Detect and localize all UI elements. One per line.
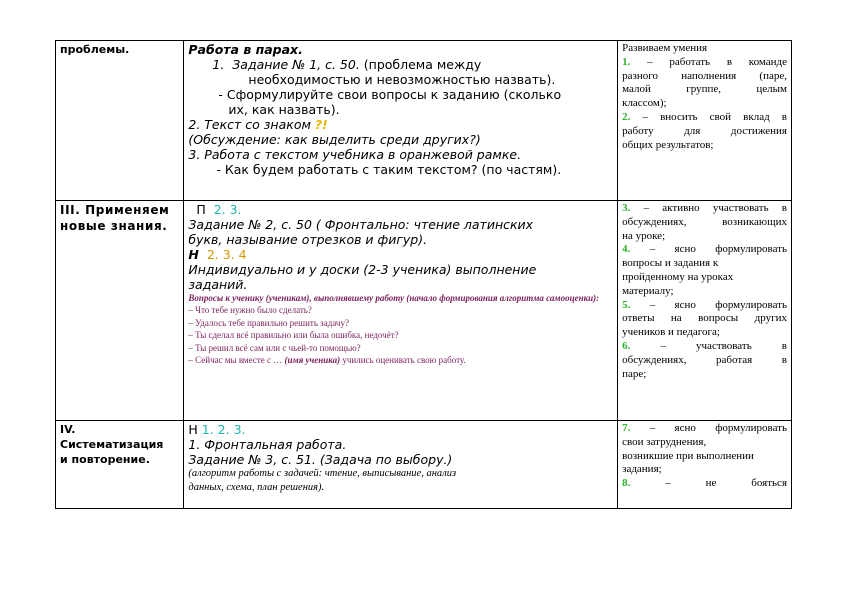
n-line: Н 2. 3. 4	[188, 247, 247, 262]
frontal-line: 1. Фронтальная работа.	[188, 437, 347, 452]
stage-label: Систематизация	[60, 438, 164, 451]
questions-heading: Вопросы к ученику (ученикам), выполнявшему работу (начало формирования алгоритма самооценки):	[188, 293, 600, 303]
skills-cell	[618, 421, 792, 509]
stage-cell	[56, 201, 184, 421]
activity-cell	[184, 201, 618, 421]
individual-line-2: заданий.	[188, 277, 248, 292]
skills-list: 7. – ясно формулировать свои затруднения, возникшие при выполнении задания; 8. – не бояться	[622, 422, 787, 490]
table-row	[56, 41, 792, 201]
skills-list: 1. – работать в команде разного наполнения (паре, малой группе, целым классом); 2. – вносить свой вклад в работу для достижения общих результатов;	[622, 55, 787, 151]
skills-heading: Развиваем умения	[622, 42, 708, 54]
lesson-plan-table	[55, 40, 792, 509]
task1-line-2: необходимостью и невозможностью назвать).	[248, 72, 556, 87]
skills-cell	[618, 201, 792, 421]
question-item: – Ты сделал всё правильно или была ошибка, недочёт?	[188, 330, 399, 340]
n-line: Н 1. 2. 3.	[188, 422, 246, 437]
question-final: – Сейчас мы вместе с … (имя ученика) учились оценивать свою работу.	[188, 355, 466, 365]
activity-cell	[184, 41, 618, 201]
table-row	[56, 201, 792, 421]
text-with-sign: 2. Текст со знаком ?!	[188, 117, 328, 132]
activity-cell	[184, 421, 618, 509]
stage-cell	[56, 421, 184, 509]
individual-line: Индивидуально и у доски (2-3 ученика) выполнение	[188, 262, 537, 277]
p-line: П 2. 3.	[196, 202, 242, 217]
stage-label: III. Применяем новые знания.	[60, 203, 170, 233]
how-work-line: - Как будем работать с таким текстом? (по частям).	[216, 162, 562, 177]
formulate-line: - Сформулируйте свои вопросы к заданию (сколько	[218, 87, 562, 102]
task1-line: 1. Задание № 1, с. 50. (проблема между	[212, 57, 482, 72]
n-numbers: 1. 2. 3.	[201, 422, 246, 437]
section-title: Работа в парах.	[188, 42, 303, 57]
algorithm-line: (алгоритм работы с задачей: чтение, выписывание, анализ	[188, 468, 457, 479]
task2-line-2: букв, называние отрезков и фигур).	[188, 232, 428, 247]
stage-label: проблемы.	[60, 43, 130, 56]
stage-label: IV.	[60, 423, 76, 436]
stage-cell	[56, 41, 184, 201]
algorithm-line-2: данных, схема, план решения).	[188, 482, 325, 493]
discussion-line: (Обсуждение: как выделить среди других?)	[188, 132, 481, 147]
n-numbers: 2. 3. 4	[206, 247, 247, 262]
task3-line: Задание № 3, с. 51. (Задача по выбору.)	[188, 452, 453, 467]
task2-line: Задание № 2, с. 50 ( Фронтально: чтение латинских	[188, 217, 534, 232]
sign-mark: ?!	[314, 117, 328, 132]
table-row	[56, 421, 792, 509]
p-numbers: 2. 3.	[213, 202, 242, 217]
question-item: – Что тебе нужно было сделать?	[188, 305, 312, 315]
skills-cell	[618, 41, 792, 201]
formulate-line-2: их, как назвать).	[228, 102, 340, 117]
skills-list: 3. – активно участвовать в обсуждениях, возникающих на уроке; 4. – ясно формулировать вопросы и задания к пройденному на уроках материалу; 5. – ясно формулировать ответы на вопросы других учеников и педагога; 6. – участвовать в обсуждениях, работая в паре;	[622, 202, 788, 380]
textbook-work-line: 3. Работа с текстом учебника в оранжевой рамке.	[188, 147, 522, 162]
question-item: – Удалось тебе правильно решить задачу?	[188, 317, 349, 328]
stage-label: и повторение.	[60, 453, 150, 466]
question-item: – Ты решил всё сам или с чьей-то помощью?	[188, 342, 361, 353]
